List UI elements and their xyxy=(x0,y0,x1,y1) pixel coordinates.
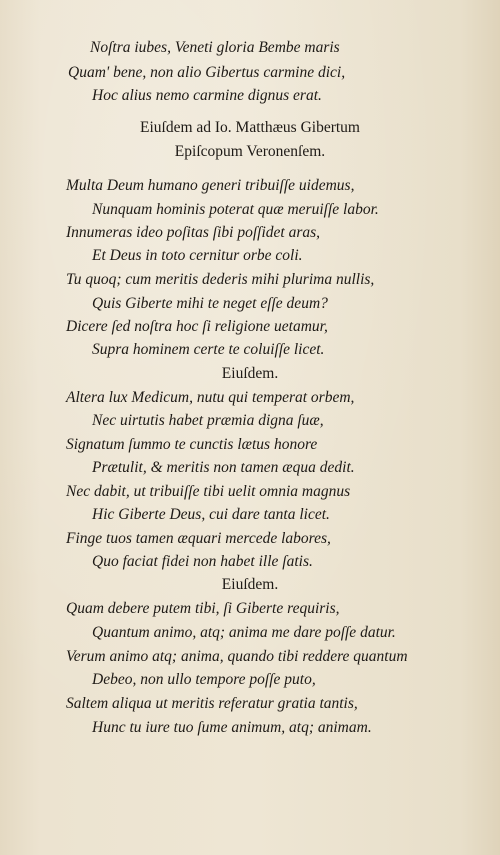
verse-line: Nunquam hominis poterat quæ meruiſſe labor. xyxy=(92,201,379,218)
verse-line: Verum animo atq; anima, quando tibi reddere quantum xyxy=(66,648,408,665)
verse-line: Supra hominem certe te coluiſſe licet. xyxy=(92,341,325,358)
verse-line: Innumeras ideo poſitas ſibi poſſidet aras, xyxy=(66,224,321,241)
verse-line: Altera lux Medicum, nutu qui temperat orbem, xyxy=(66,389,355,406)
verse-line: Debeo, non ullo tempore poſſe puto, xyxy=(92,671,316,688)
section-heading: Eiuſdem. xyxy=(221,576,279,593)
verse-line: Quam debere putem tibi, ſi Giberte requiris, xyxy=(66,600,340,617)
verse-line: Saltem aliqua ut meritis referatur gratia tantis, xyxy=(66,695,358,712)
verse-line: Quantum animo, atq; anima me dare poſſe datur. xyxy=(92,624,396,641)
verse-line: Tu quoq; cum meritis dederis mihi plurima nullis, xyxy=(66,271,375,288)
verse-line: Dicere ſed noſtra hoc ſi religione uetamur, xyxy=(66,318,328,335)
section-heading: Eiuſdem. xyxy=(221,365,279,382)
verse-line: Nec uirtutis habet præmia digna ſuæ, xyxy=(92,412,324,429)
verse-line: Hic Giberte Deus, cui dare tanta licet. xyxy=(92,506,330,523)
verse-line: Noſtra iubes, Veneti gloria Bembe maris xyxy=(90,39,340,56)
section-heading: Epiſcopum Veronenſem. xyxy=(174,143,326,160)
verse-line: Nec dabit, ut tribuiſſe tibi uelit omnia magnus xyxy=(66,483,351,500)
verse-line: Hunc tu iure tuo ſume animum, atq; animam. xyxy=(92,719,372,736)
verse-line: Quam' bene, non alio Gibertus carmine dici, xyxy=(68,64,346,81)
verse-line: Finge tuos tamen æquari mercede labores, xyxy=(66,530,331,547)
verse-line: Multa Deum humano generi tribuiſſe uidemus, xyxy=(66,177,355,194)
verse-line: Signatum ſummo te cunctis lætus honore xyxy=(66,436,318,453)
verse-line: Et Deus in toto cernitur orbe coli. xyxy=(92,247,303,264)
verse-line: Hoc alius nemo carmine dignus erat. xyxy=(92,87,322,104)
verse-line: Quis Giberte mihi te neget eſſe deum? xyxy=(92,295,328,312)
verse-line: Quo faciat fidei non habet ille ſatis. xyxy=(92,553,313,570)
verse-line: Prætulit, & meritis non tamen æqua dedit. xyxy=(92,459,355,476)
section-heading: Eiuſdem ad Io. Matthæus Gibertum xyxy=(140,119,360,136)
